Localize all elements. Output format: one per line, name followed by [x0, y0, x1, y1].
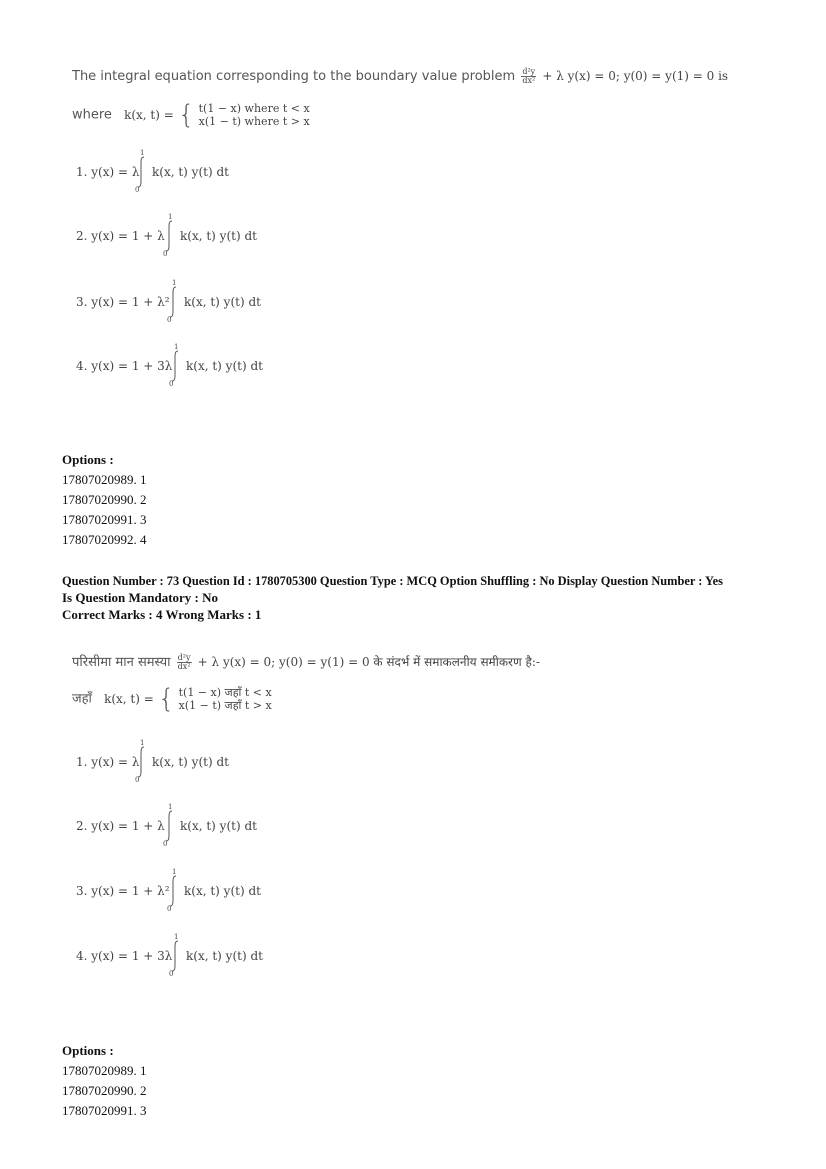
- kernel-definition: [72, 102, 310, 128]
- kernel-lhs: k(x, t) =: [124, 107, 174, 122]
- bvp-tail: + λ y(x) = 0; y(0) = y(1) = 0 के संदर्भ में समाकलनीय समीकरण है:-: [197, 655, 540, 669]
- integral-icon: 1 0: [135, 149, 145, 194]
- option-id-3: 17807020991. 3: [62, 1103, 147, 1118]
- integral-icon: 1 0: [167, 868, 177, 913]
- kernel-case-2: x(1 − t) जहाँ t > x: [178, 699, 272, 712]
- question-meta-line-1: Question Number : 73 Question Id : 1780705300 Question Type : MCQ Option Shuffling : No Display Question Number : Yes: [62, 574, 723, 588]
- where-label: where: [72, 107, 112, 123]
- integral-icon: 1 0: [169, 343, 179, 388]
- kernel-cases: [199, 102, 310, 128]
- question-statement: [72, 68, 728, 85]
- option-id-2: 17807020990. 2: [62, 1083, 147, 1098]
- integral-icon: 1 0: [169, 933, 179, 978]
- integral-icon: 1 0: [163, 213, 173, 258]
- document-page: The integral equation corresponding to the boundary value problem $\frac{\text{d²y}}{\text{dx²}}$ + λ y(x) = 0; y(0) = y(1) = 0 is where k(x, t) = { t(1 − x) where t < x x(1 − t) where t > x 1. y(x) = λ 1 0 k(x, t) y(t) dt 2. y(x) = 1 + λ 1 0 k(x, t) y(t) dt 3. y(x) = 1 + λ² 1 0 k(x, t) y(t) dt 4. y(x) = 1 + 3λ 1 0 k(x, t) y(t) dt Options : 17807020989. 1 17807020990. 2 17807020991. 3 17807020992. 4 Question Number : 73 Question Id : 1780705300 Question Type : MCQ Option Shuffling : No Display Question Number : Yes Is Question Mandatory : No Correct Marks : 4 Wrong Marks : 1 परिसीमा मान समस्या $\frac{\text{d²y}}{\text{dx²}}$ + λ y(x) = 0; y(0) = y(1) = 0 के संदर्भ में समाकलनीय समीकरण है:- जहाँ k(x, t) = { t(1 − x) जहाँ t < x x(1 − t) जहाँ t > x 1. y(x) = λ 1 0 k(x, t) y(t) dt 2. y(x) = 1 + λ 1 0 k(x, t) y(t) dt 3. y(x) = 1 + λ² 1 0 k(x, t) y(t) dt 4. y(x) = 1 + 3λ 1 0 k(x, t) y(t) dt Options : 17807020989. 1 17807020990. 2 17807020991. 3: [0, 0, 826, 1169]
- option-id-1: 17807020989. 1: [62, 1063, 147, 1078]
- question-meta-line-3: Correct Marks : 4 Wrong Marks : 1: [62, 607, 262, 622]
- where-label: जहाँ: [72, 691, 92, 707]
- kernel-case-2: x(1 − t) where t > x: [198, 115, 310, 128]
- kernel-case-1: t(1 − x) where t < x: [198, 102, 310, 115]
- question-intro: The integral equation corresponding to the boundary value problem: [72, 69, 516, 84]
- brace-icon: {: [177, 100, 195, 130]
- kernel-definition: [72, 686, 272, 712]
- question-meta-line-2: Is Question Mandatory : No: [62, 590, 219, 605]
- integral-icon: 1 0: [167, 279, 177, 324]
- integral-icon: 1 0: [135, 739, 145, 784]
- question-block-hindi: [72, 648, 772, 728]
- integral-icon: 1 0: [163, 803, 173, 848]
- brace-icon: {: [157, 684, 175, 714]
- question-statement: [72, 652, 540, 671]
- question-intro: परिसीमा मान समस्या: [72, 655, 171, 670]
- kernel-lhs: k(x, t) =: [104, 691, 154, 706]
- options-label: Options :: [62, 1043, 114, 1058]
- option-id-4: 17807020992. 4: [62, 532, 147, 547]
- derivative-fraction: $\frac{\text{d²y}}{\text{dx²}}$: [177, 653, 191, 671]
- kernel-case-1: t(1 − x) जहाँ t < x: [178, 686, 272, 699]
- option-id-3: 17807020991. 3: [62, 512, 147, 527]
- bvp-tail: + λ y(x) = 0; y(0) = y(1) = 0 is: [542, 69, 729, 83]
- option-id-1: 17807020989. 1: [62, 472, 147, 487]
- derivative-fraction: $\frac{\text{d²y}}{\text{dx²}}$: [522, 67, 536, 85]
- option-id-2: 17807020990. 2: [62, 492, 147, 507]
- kernel-cases: [179, 686, 272, 712]
- options-label: Options :: [62, 452, 114, 467]
